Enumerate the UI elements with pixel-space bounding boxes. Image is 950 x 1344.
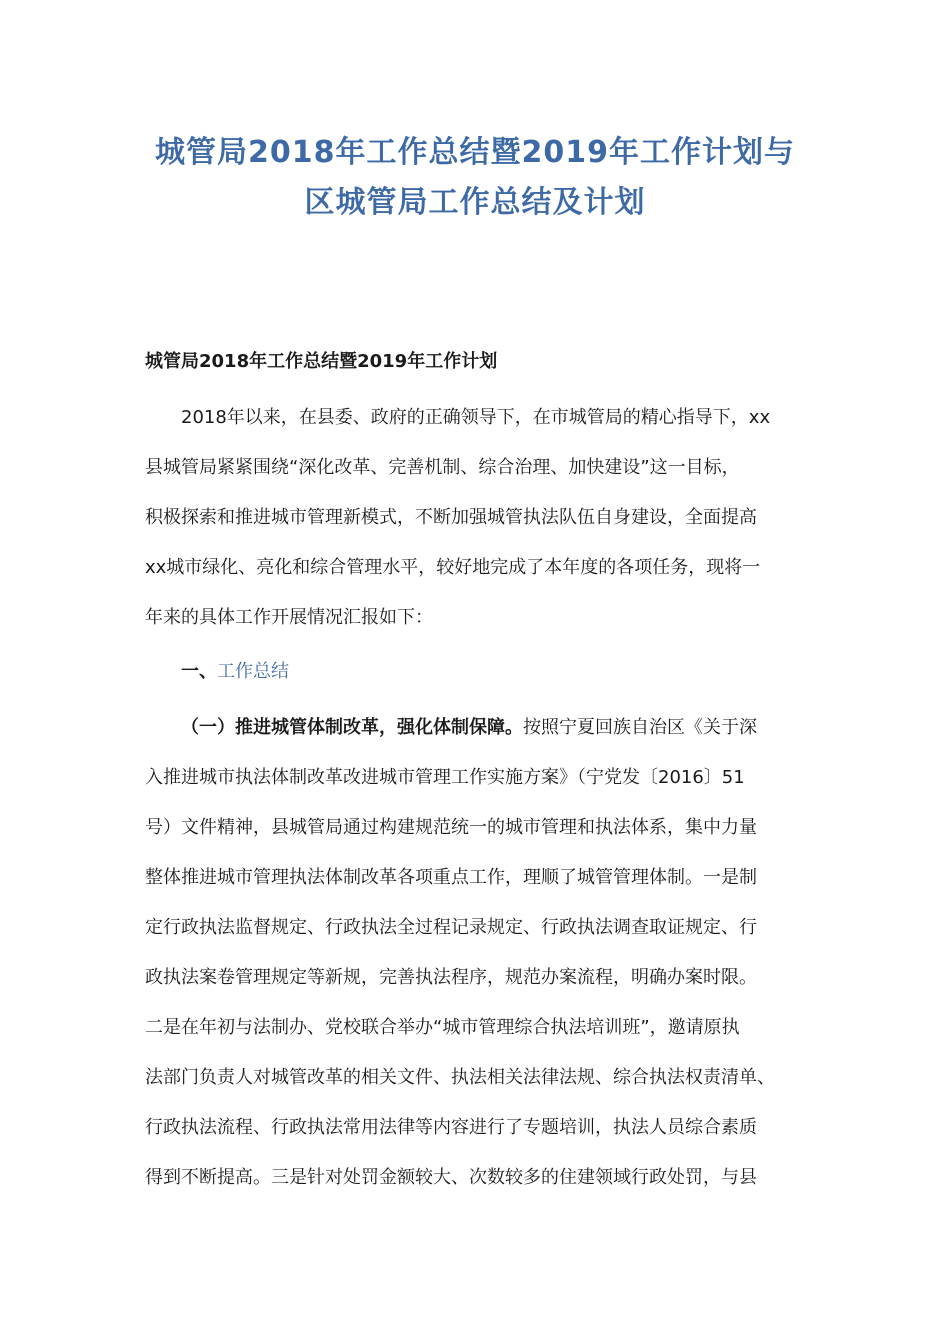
section-heading (181, 647, 289, 697)
paragraph-line: xx城市绿化、亮化和综合管理水平，较好地完成了本年度的各项任务，现将一 (145, 557, 761, 578)
title-line-2: 区城管局工作总结及计划 (304, 185, 646, 220)
paragraph-first-line (145, 703, 805, 753)
paragraph-line: 二是在年初与法制办、党校联合举办“城市管理综合执法培训班”，邀请原执 (145, 1017, 740, 1038)
paragraph-line: 号）文件精神，县城管局通过构建规范统一的城市管理和执法体系，集中力量 (145, 817, 757, 838)
section-subtitle: 城管局2018年工作总结暨2019年工作计划 (145, 351, 498, 372)
paragraph-line: 定行政执法监督规定、行政执法全过程记录规定、行政执法调查取证规定、行 (145, 917, 757, 938)
section-heading-number: 一、 (181, 661, 217, 682)
document-title (100, 128, 850, 228)
intro-paragraph (145, 393, 805, 643)
paragraph-line: 年来的具体工作开展情况汇报如下： (145, 607, 433, 628)
paragraph-line: 入推进城市执法体制改革改进城市管理工作实施方案》（宁党发〔2016〕51 (145, 767, 745, 788)
paragraph-lead-rest: 按照宁夏回族自治区《关于深 (523, 717, 757, 738)
paragraph-line: 积极探索和推进城市管理新模式，不断加强城管执法队伍自身建设，全面提高 (145, 507, 757, 528)
paragraph-line: 得到不断提高。三是针对处罚金额较大、次数较多的住建领域行政处罚，与县 (145, 1167, 757, 1188)
paragraph-line: 行政执法流程、行政执法常用法律等内容进行了专题培训，执法人员综合素质 (145, 1117, 757, 1138)
paragraph-line: 县城管局紧紧围绕“深化改革、完善机制、综合治理、加快建设”这一目标， (145, 457, 740, 478)
paragraph-lead-bold: （一）推进城管体制改革，强化体制保障。 (181, 717, 523, 738)
paragraph-line: 整体推进城市管理执法体制改革各项重点工作，理顺了城管管理体制。一是制 (145, 867, 757, 888)
title-line-1: 城管局2018年工作总结暨2019年工作计划与 (155, 135, 795, 170)
paragraph-line: 2018年以来，在县委、政府的正确领导下，在市城管局的精心指导下，xx (181, 407, 771, 428)
paragraph-line: 法部门负责人对城管改革的相关文件、执法相关法律法规、综合执法权责清单、 (145, 1067, 775, 1088)
paragraph-line: 政执法案卷管理规定等新规，完善执法程序，规范办案流程，明确办案时限。 (145, 967, 757, 988)
section-heading-label: 工作总结 (217, 661, 289, 682)
summary-paragraph (145, 703, 805, 1203)
